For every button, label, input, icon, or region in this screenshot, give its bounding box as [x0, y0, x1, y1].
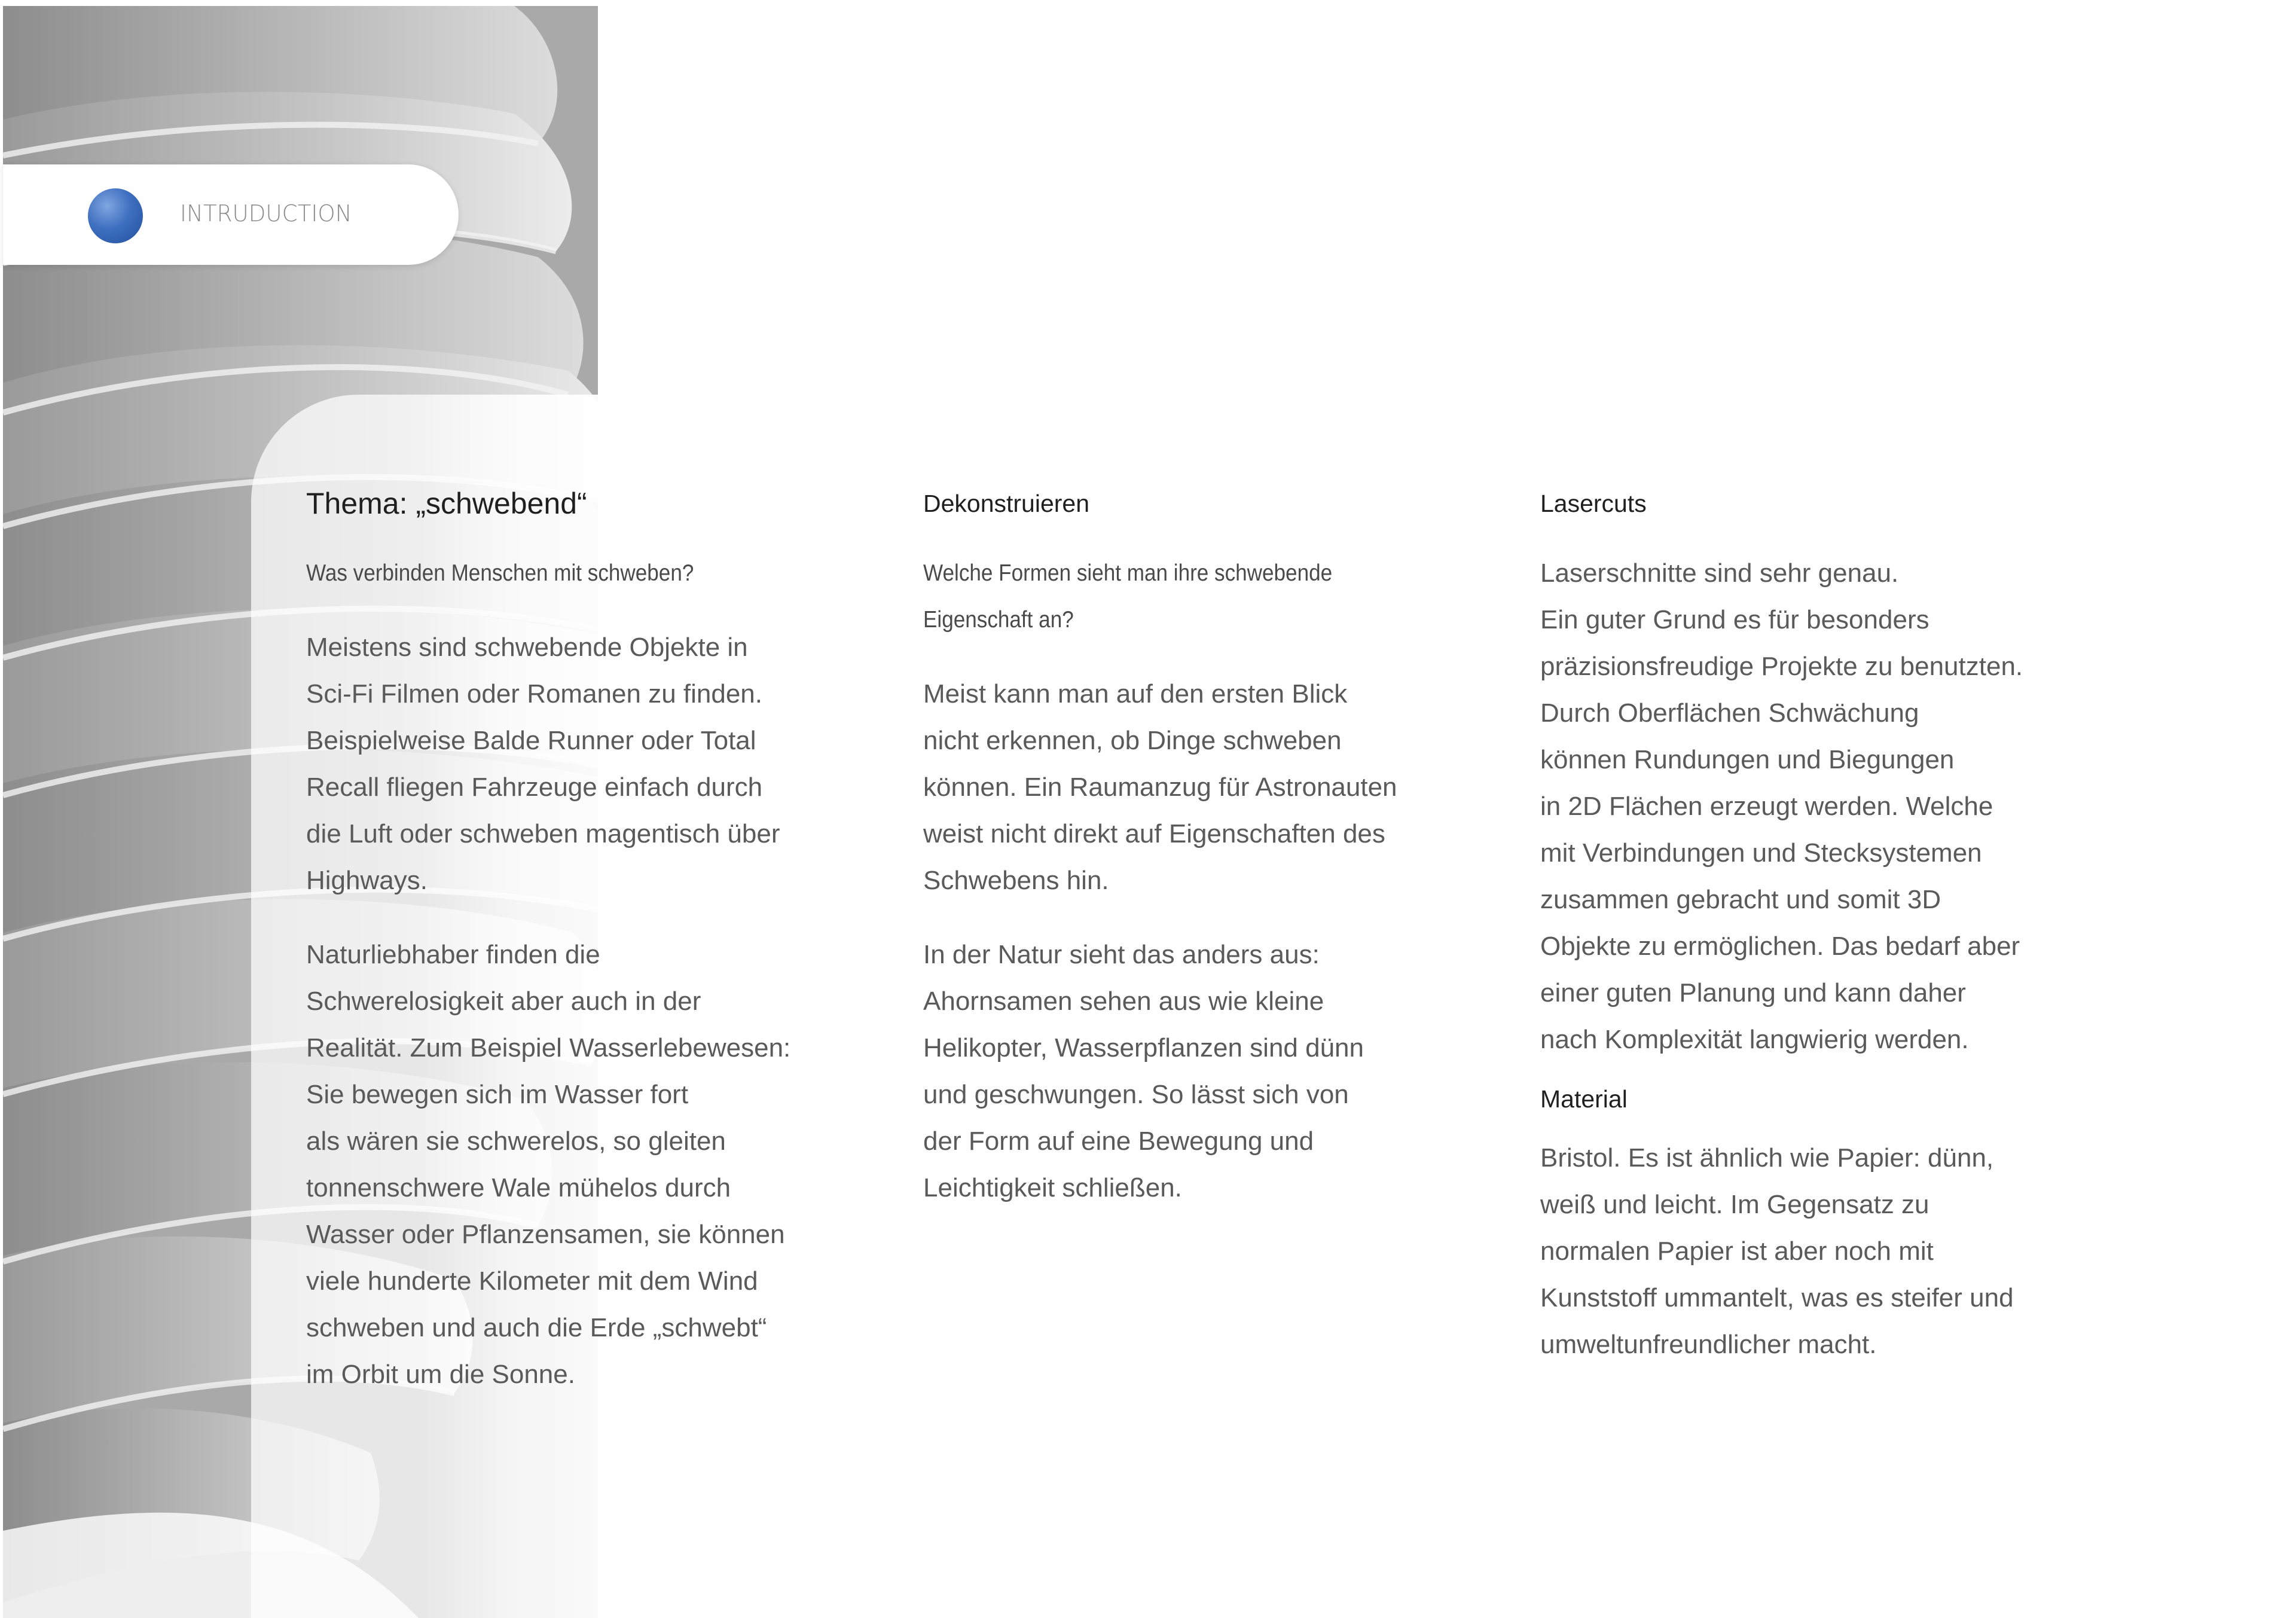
column-lasercuts: [1540, 484, 2078, 1368]
column-title: Lasercuts: [1540, 490, 1647, 517]
text-line: nach Komplexität langwierig werden.: [1540, 1025, 1969, 1054]
text-line: Realität. Zum Beispiel Wasserlebewesen:: [306, 1033, 791, 1063]
text-line: normalen Papier ist aber noch mit: [1540, 1237, 1934, 1266]
text-line: im Orbit um die Sonne.: [306, 1360, 575, 1389]
text-line: Naturliebhaber finden die: [306, 940, 600, 969]
text-line: Helikopter, Wasserpflanzen sind dünn: [923, 1033, 1364, 1063]
section-label: INTRUDUCTION: [180, 200, 352, 227]
text-line: präzisionsfreudige Projekte zu benutzten.: [1540, 652, 2023, 681]
text-line: Bristol. Es ist ähnlich wie Papier: dünn,: [1540, 1143, 1994, 1173]
text-line: Objekte zu ermöglichen. Das bedarf aber: [1540, 932, 2020, 961]
text-line: nicht erkennen, ob Dinge schweben: [923, 726, 1342, 755]
text-line: Beispielweise Balde Runner oder Total: [306, 726, 756, 755]
text-line: Leichtigkeit schließen.: [923, 1173, 1182, 1202]
section-tab: [3, 164, 459, 265]
text-line: Wasser oder Pflanzensamen, sie können: [306, 1220, 785, 1249]
text-line: der Form auf eine Bewegung und: [923, 1127, 1314, 1156]
text-line: Sie bewegen sich im Wasser fort: [306, 1080, 689, 1109]
text-line: Sci-Fi Filmen oder Romanen zu finden.: [306, 679, 762, 709]
text-line: Was verbinden Menschen mit schweben?: [306, 560, 694, 586]
column-deconstruct: [923, 484, 1461, 1211]
column-title: Dekonstruieren: [923, 490, 1090, 517]
paragraph: [923, 671, 1461, 904]
text-line: tonnenschwere Wale mühelos durch: [306, 1173, 731, 1202]
text-line: umweltunfreundlicher macht.: [1540, 1330, 1877, 1359]
column-title: Thema: „schwebend“: [306, 487, 587, 520]
column-theme: [306, 484, 844, 1398]
text-line: und geschwungen. So lässt sich von: [923, 1080, 1349, 1109]
paragraph: [923, 932, 1461, 1211]
paragraph: [1540, 1135, 2078, 1368]
paragraph: [306, 932, 844, 1398]
text-line: Meistens sind schwebende Objekte in: [306, 633, 748, 662]
text-line: Ein guter Grund es für besonders: [1540, 605, 1929, 634]
column-question: [923, 550, 1461, 643]
text-line: Laserschnitte sind sehr genau.: [1540, 558, 1899, 588]
text-line: weiß und leicht. Im Gegensatz zu: [1540, 1190, 1929, 1219]
text-line: Meist kann man auf den ersten Blick: [923, 679, 1348, 709]
text-line: als wären sie schwerelos, so gleiten: [306, 1127, 726, 1156]
text-line: die Luft oder schweben magentisch über: [306, 819, 780, 848]
text-line: mit Verbindungen und Stecksystemen: [1540, 838, 1982, 868]
text-line: Welche Formen sieht man ihre schwebende: [923, 560, 1333, 586]
paragraph: [306, 624, 844, 904]
text-line: können. Ein Raumanzug für Astronauten: [923, 773, 1397, 802]
text-line: Kunststoff ummantelt, was es steifer und: [1540, 1283, 2014, 1312]
text-line: weist nicht direkt auf Eigenschaften des: [923, 819, 1385, 848]
text-line: viele hunderte Kilometer mit dem Wind: [306, 1266, 758, 1296]
text-line: Recall fliegen Fahrzeuge einfach durch: [306, 773, 763, 802]
text-line: Highways.: [306, 866, 428, 895]
text-line: Schwerelosigkeit aber auch in der: [306, 987, 701, 1016]
subsection-title: Material: [1540, 1085, 1628, 1113]
text-line: Eigenschaft an?: [923, 607, 1074, 633]
text-line: Durch Oberflächen Schwächung: [1540, 698, 1919, 728]
text-line: in 2D Flächen erzeugt werden. Welche: [1540, 792, 1993, 821]
text-line: einer guten Planung und kann daher: [1540, 978, 1966, 1008]
text-line: zusammen gebracht und somit 3D: [1540, 885, 1941, 914]
text-line: In der Natur sieht das anders aus:: [923, 940, 1320, 969]
text-line: Ahornsamen sehen aus wie kleine: [923, 987, 1324, 1016]
paragraph: [1540, 550, 2078, 1063]
column-question: [306, 550, 844, 597]
text-line: können Rundungen und Biegungen: [1540, 745, 1955, 774]
text-line: Schwebens hin.: [923, 866, 1109, 895]
text-line: schweben und auch die Erde „schwebt“: [306, 1313, 767, 1342]
blue-dot-icon: [88, 188, 143, 243]
